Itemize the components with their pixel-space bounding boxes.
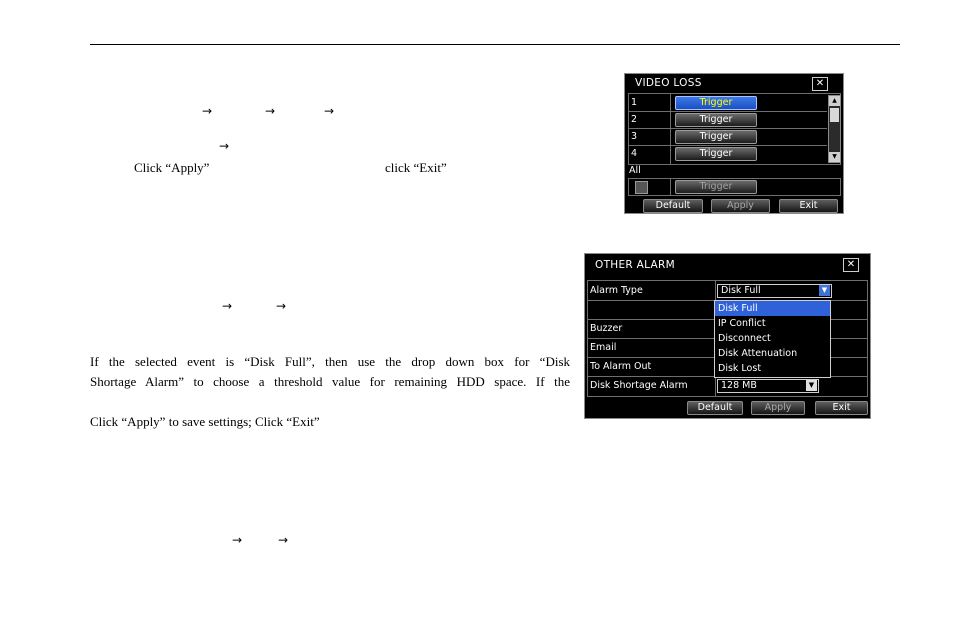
other-alarm-dialog bbox=[584, 253, 871, 419]
dialog-title: VIDEO LOSS bbox=[635, 77, 702, 89]
alarm-type-dropdown-list bbox=[714, 300, 831, 378]
arrow-icon: → bbox=[324, 104, 335, 118]
paragraph-line-1: If the selected event is “Disk Full”, then use the drop down box for “Disk bbox=[90, 354, 570, 369]
alarm-type-select[interactable] bbox=[717, 284, 832, 298]
trigger-all-button[interactable]: Trigger bbox=[675, 180, 757, 194]
alarm-out-label: To Alarm Out bbox=[590, 361, 652, 372]
scroll-down-icon[interactable]: ▼ bbox=[829, 152, 840, 162]
apply-button[interactable]: Apply bbox=[751, 401, 805, 415]
arrow-icon: → bbox=[222, 299, 233, 313]
dropdown-option-disk-attenuation[interactable]: Disk Attenuation bbox=[718, 348, 798, 359]
scroll-thumb[interactable] bbox=[830, 108, 839, 122]
alarm-type-label: Alarm Type bbox=[590, 285, 643, 296]
paragraph-line-2: Shortage Alarm” to choose a threshold value for remaining HDD space. If the bbox=[90, 374, 570, 389]
default-button[interactable]: Default bbox=[687, 401, 743, 415]
trigger-button-4[interactable]: Trigger bbox=[675, 147, 757, 161]
arrow-icon: → bbox=[265, 104, 276, 118]
trigger-button-1[interactable]: Trigger bbox=[675, 96, 757, 110]
default-button[interactable]: Default bbox=[643, 199, 703, 213]
channel-number: 3 bbox=[631, 131, 638, 142]
close-icon[interactable]: ✕ bbox=[812, 77, 828, 91]
click-apply-text: Click “Apply” bbox=[134, 160, 210, 175]
arrow-icon: → bbox=[276, 299, 287, 313]
trigger-button-2[interactable]: Trigger bbox=[675, 113, 757, 127]
channel-list-panel bbox=[628, 93, 841, 165]
click-exit-text: click “Exit” bbox=[385, 160, 447, 175]
disk-shortage-select[interactable] bbox=[717, 379, 819, 393]
channel-number: 4 bbox=[631, 148, 638, 159]
scroll-up-icon[interactable]: ▲ bbox=[829, 96, 840, 106]
alarm-type-value: Disk Full bbox=[721, 285, 761, 296]
trigger-button-3[interactable]: Trigger bbox=[675, 130, 757, 144]
all-row-panel bbox=[628, 178, 841, 196]
disk-shortage-value: 128 MB bbox=[721, 380, 757, 391]
all-checkbox[interactable] bbox=[635, 181, 648, 194]
email-label: Email bbox=[590, 342, 617, 353]
dialog-title: OTHER ALARM bbox=[595, 259, 675, 271]
channel-number: 2 bbox=[631, 114, 638, 125]
apply-button[interactable]: Apply bbox=[711, 199, 770, 213]
exit-button[interactable]: Exit bbox=[779, 199, 838, 213]
close-icon[interactable]: ✕ bbox=[843, 258, 859, 272]
dropdown-option-disconnect[interactable]: Disconnect bbox=[718, 333, 771, 344]
dropdown-option-disk-full[interactable]: Disk Full bbox=[715, 301, 830, 316]
chevron-down-icon[interactable]: ▼ bbox=[806, 380, 817, 391]
chevron-down-icon[interactable]: ▼ bbox=[819, 285, 830, 296]
arrow-icon: → bbox=[278, 533, 289, 547]
arrow-icon: → bbox=[219, 139, 230, 153]
channel-number: 1 bbox=[631, 97, 638, 108]
save-instruction-text: Click “Apply” to save settings; Click “Exit” bbox=[90, 414, 320, 429]
buzzer-label: Buzzer bbox=[590, 323, 623, 334]
all-label: All bbox=[629, 165, 641, 176]
exit-button[interactable]: Exit bbox=[815, 401, 868, 415]
header-rule bbox=[90, 44, 900, 45]
video-loss-dialog bbox=[624, 73, 844, 214]
dropdown-option-ip-conflict[interactable]: IP Conflict bbox=[718, 318, 766, 329]
dropdown-option-disk-lost[interactable]: Disk Lost bbox=[718, 363, 762, 374]
arrow-icon: → bbox=[232, 533, 243, 547]
arrow-icon: → bbox=[202, 104, 213, 118]
scrollbar[interactable] bbox=[828, 95, 841, 163]
disk-shortage-label: Disk Shortage Alarm bbox=[590, 380, 688, 391]
